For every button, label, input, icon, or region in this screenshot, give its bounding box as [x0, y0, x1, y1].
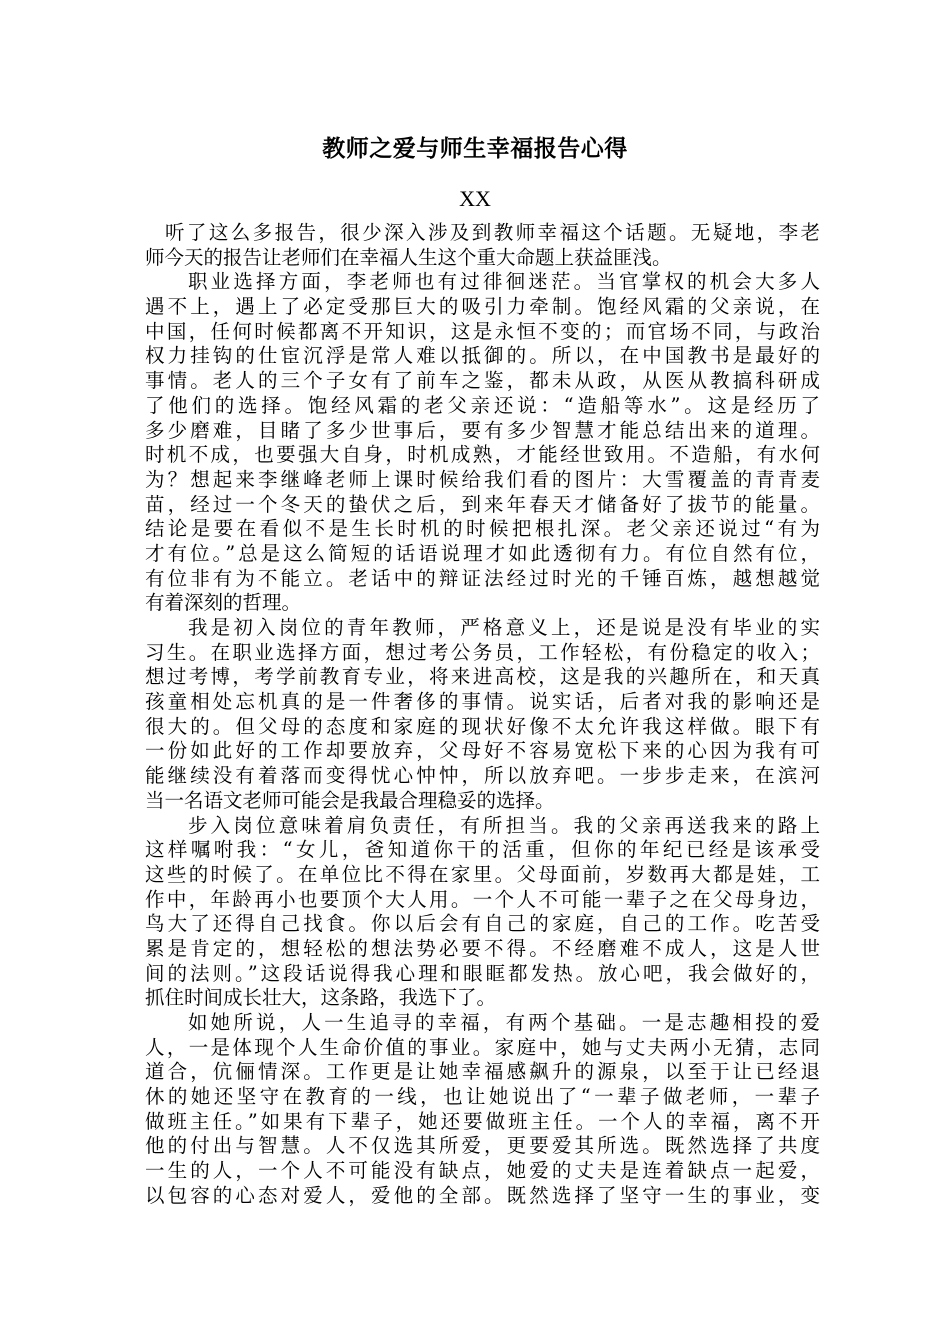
text-line: 休的她还坚守在教育的一线，也让她说出了“一辈子做老师，一辈子	[145, 1085, 820, 1109]
paragraph	[145, 221, 820, 270]
text-line: 做班主任。”如果有下辈子，她还要做班主任。一个人的幸福，离不开	[145, 1109, 820, 1133]
text-line: 才有位。”总是这么简短的话语说理才如此透彻有力。有位自然有位，	[145, 541, 820, 565]
paragraph	[145, 1011, 820, 1209]
text-line: 习生。在职业选择方面，想过考公务员，工作轻松，有份稳定的收入；	[145, 640, 820, 664]
text-line: 如她所说，人一生追寻的幸福，有两个基础。一是志趣相投的爱	[188, 1011, 820, 1034]
text-line: 职业选择方面，李老师也有过徘徊迷茫。当官掌权的机会大多人	[188, 270, 820, 294]
text-line: 想过考博，考学前教育专业，将来进高校，这是我的兴趣所在，和天真	[145, 665, 820, 689]
text-line: 有着深刻的哲理。	[145, 591, 302, 615]
text-line: 道合，伉俪情深。工作更是让她幸福感飙升的源泉，以至于让已经退	[145, 1060, 820, 1084]
paragraph	[145, 270, 820, 616]
text-line: 能继续没有着落而变得忧心忡忡，所以放弃吧。一步步走来，在滨河	[145, 764, 820, 788]
text-line: 人，一是体现个人生命价值的事业。家庭中，她与丈夫两小无猜，志同	[145, 1035, 820, 1059]
paragraph	[145, 616, 820, 814]
text-line: 以包容的心态对爱人，爱他的全部。既然选择了坚守一生的事业，变	[145, 1183, 820, 1207]
text-line: 孩童相处忘机真的是一件奢侈的事情。说实话，后者对我的影响还是	[145, 690, 820, 714]
text-line: 了他们的选择。饱经风霜的老父亲还说：“造船等水”。这是经历了	[145, 393, 820, 417]
text-line: 事情。老人的三个子女有了前车之鉴，都未从政，从医从教搞科研成	[145, 369, 820, 393]
text-line: 很大的。但父母的态度和家庭的现状好像不太允许我这样做。眼下有	[145, 714, 820, 738]
text-line: 这些的时候了。在单位比不得在家里。父母面前，岁数再大都是娃，工	[145, 862, 820, 886]
text-line: 我是初入岗位的青年教师，严格意义上，还是说是没有毕业的实	[188, 616, 820, 639]
text-line: 作中，年龄再小也要顶个大人用。一个人不可能一辈子之在父母身边，	[145, 887, 820, 911]
text-line: 一生的人，一个人不可能没有缺点，她爱的丈夫是连着缺点一起爱，	[145, 1159, 820, 1183]
text-line: 这样嘱咐我：“女儿，爸知道你干的活重，但你的年纪已经是该承受	[145, 838, 820, 862]
document-author: XX	[459, 186, 491, 211]
text-line: 间的法则。”这段话说得我心理和眼眶都发热。放心吧，我会做好的，	[145, 961, 820, 985]
text-line: 结论是要在看似不是生长时机的时候把根扎深。老父亲还说过“有为	[145, 517, 820, 541]
text-line: 抓住时间成长壮大，这条路，我选下了。	[145, 986, 497, 1010]
text-line: 听了这么多报告，很少深入涉及到教师幸福这个话题。无疑地，李老	[165, 221, 820, 244]
text-line: 多少磨难，目睹了多少世事后，要有多少智慧才能总结出来的道理。	[145, 418, 820, 442]
text-line: 中国，任何时候都离不开知识，这是永恒不变的；而官场不同，与政治	[145, 319, 820, 343]
text-line: 累是肯定的，想轻松的想法势必要不得。不经磨难不成人，这是人世	[145, 936, 820, 960]
text-line: 时机不成，也要强大自身，时机成熟，才能经世致用。不造船，有水何	[145, 443, 820, 467]
text-line: 步入岗位意味着肩负责任，有所担当。我的父亲再送我来的路上	[188, 813, 820, 837]
text-line: 鸟大了还得自己找食。你以后会有自己的家庭，自己的工作。吃苦受	[145, 912, 820, 936]
text-line: 师今天的报告让老师们在幸福人生这个重大命题上获益匪浅。	[145, 245, 672, 269]
text-line: 苗，经过一个冬天的蛰伏之后，到来年春天才储备好了拔节的能量。	[145, 492, 820, 516]
document-title: 教师之爱与师生幸福报告心得	[322, 136, 628, 162]
paragraph	[145, 814, 820, 1012]
text-line: 一份如此好的工作却要放弃，父母好不容易宽松下来的心因为我有可	[145, 739, 820, 763]
document-body	[145, 221, 820, 1209]
text-line: 有位非有为不能立。老话中的辩证法经过时光的千锤百炼，越想越觉	[145, 566, 820, 590]
text-line: 为？想起来李继峰老师上课时候给我们看的图片：大雪覆盖的青青麦	[145, 467, 820, 491]
text-line: 他的付出与智慧。人不仅选其所爱，更要爱其所选。既然选择了共度	[145, 1134, 820, 1158]
text-line: 遇不上，遇上了必定受那巨大的吸引力牵制。饱经风霜的父亲说，在	[145, 295, 820, 319]
text-line: 当一名语文老师可能会是我最合理稳妥的选择。	[145, 788, 555, 812]
text-line: 权力挂钩的仕宦沉浮是常人难以抵御的。所以，在中国教书是最好的	[145, 344, 820, 368]
